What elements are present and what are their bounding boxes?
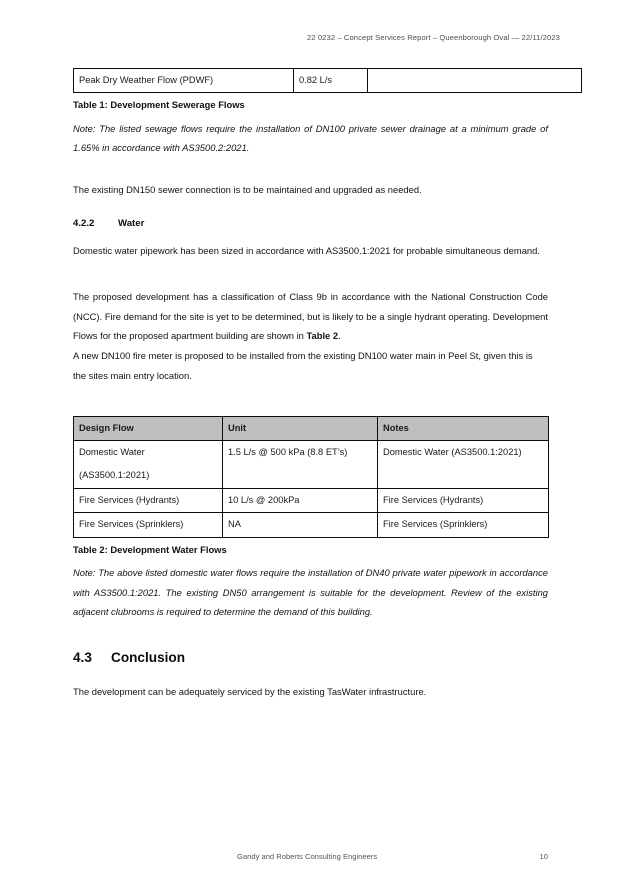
paragraph-sewer-connection: The existing DN150 sewer connection is to be maintained and upgraded as needed. — [73, 184, 422, 196]
heading-number: 4.3 — [73, 650, 92, 665]
cell-text-line: Domestic Water — [79, 447, 145, 458]
table-cell-design-flow: Peak Dry Weather Flow (PDWF) — [74, 69, 294, 93]
table-header-design-flow: Design Flow — [74, 416, 223, 440]
table-cell-design-flow: Fire Services (Hydrants) — [74, 488, 223, 512]
paragraph-classification-end: . — [338, 330, 341, 342]
document-content — [73, 68, 548, 702]
table-header-notes: Notes — [378, 416, 549, 440]
table-2-note: Note: The above listed domestic water flows require the installation of DN40 private water pipework in accordance with AS3500.1:2021. The existing DN50 arrangement is suitable for the development. Review of the existing adjacent clubrooms is required to determine the demand of this building. — [73, 566, 548, 618]
heading-number: 4.2.2 — [73, 217, 95, 229]
table-cell-notes: Fire Services (Sprinklers) — [378, 513, 549, 537]
table-cell-unit: 1.5 L/s @ 500 kPa (8.8 ET’s) — [223, 441, 378, 489]
table-cell-unit: 10 L/s @ 200kPa — [223, 488, 378, 512]
footer-page-number: 10 — [539, 852, 548, 861]
table-cell-notes: Fire Services (Hydrants) — [378, 488, 549, 512]
table-water-flows — [73, 416, 549, 538]
table-cell-unit: 0.82 L/s — [294, 69, 368, 93]
table-row — [74, 441, 549, 489]
paragraph-conclusion: The development can be adequately serviced by the existing TasWater infrastructure. — [73, 686, 427, 698]
table-sewerage-flows — [73, 68, 582, 93]
cell-text-line: (AS3500.1:2021) — [79, 470, 150, 481]
table-row — [74, 488, 549, 512]
heading-title: Conclusion — [111, 650, 186, 665]
table-header-row — [74, 416, 549, 440]
table-2-caption: Table 2: Development Water Flows — [73, 543, 227, 555]
table-cell-notes — [368, 69, 582, 93]
heading-4-2-2-water — [73, 216, 548, 231]
table-cell-unit: NA — [223, 513, 378, 537]
paragraph-classification — [73, 287, 548, 346]
heading-title: Water — [118, 217, 145, 229]
table-2-reference: Table 2 — [306, 330, 339, 342]
table-1-caption: Table 1: Development Sewerage Flows — [73, 99, 245, 111]
table-cell-notes: Domestic Water (AS3500.1:2021) — [378, 441, 549, 489]
paragraph-fire-meter: A new DN100 fire meter is proposed to be installed from the existing DN100 water main in Peel St, given this is the sites main entry location. — [73, 350, 533, 381]
table-row — [74, 69, 582, 93]
paragraph-classification-text: The proposed development has a classification of Class 9b in accordance with the National Construction Code (NCC). Fire demand for the site is yet to be determined, but is likely to be a single hydrant operating. Development Flows for the proposed apartment building are shown in — [73, 290, 548, 342]
footer-company: Gandy and Roberts Consulting Engineers — [237, 852, 378, 861]
table-row — [74, 513, 549, 537]
table-cell-design-flow — [74, 441, 223, 489]
table-1-note: Note: The listed sewage flows require the installation of DN100 private sewer drainage at a minimum grade of 1.65% in accordance with AS3500.2:2021. — [73, 122, 548, 154]
paragraph-domestic-sizing: Domestic water pipework has been sized in accordance with AS3500.1:2021 for probable simultaneous demand. — [73, 245, 540, 257]
document-header: 22 0232 – Concept Services Report – Queenborough Oval — 22/11/2023 — [307, 33, 560, 42]
heading-4-3-conclusion — [73, 648, 548, 668]
table-cell-design-flow: Fire Services (Sprinklers) — [74, 513, 223, 537]
table-header-unit: Unit — [223, 416, 378, 440]
